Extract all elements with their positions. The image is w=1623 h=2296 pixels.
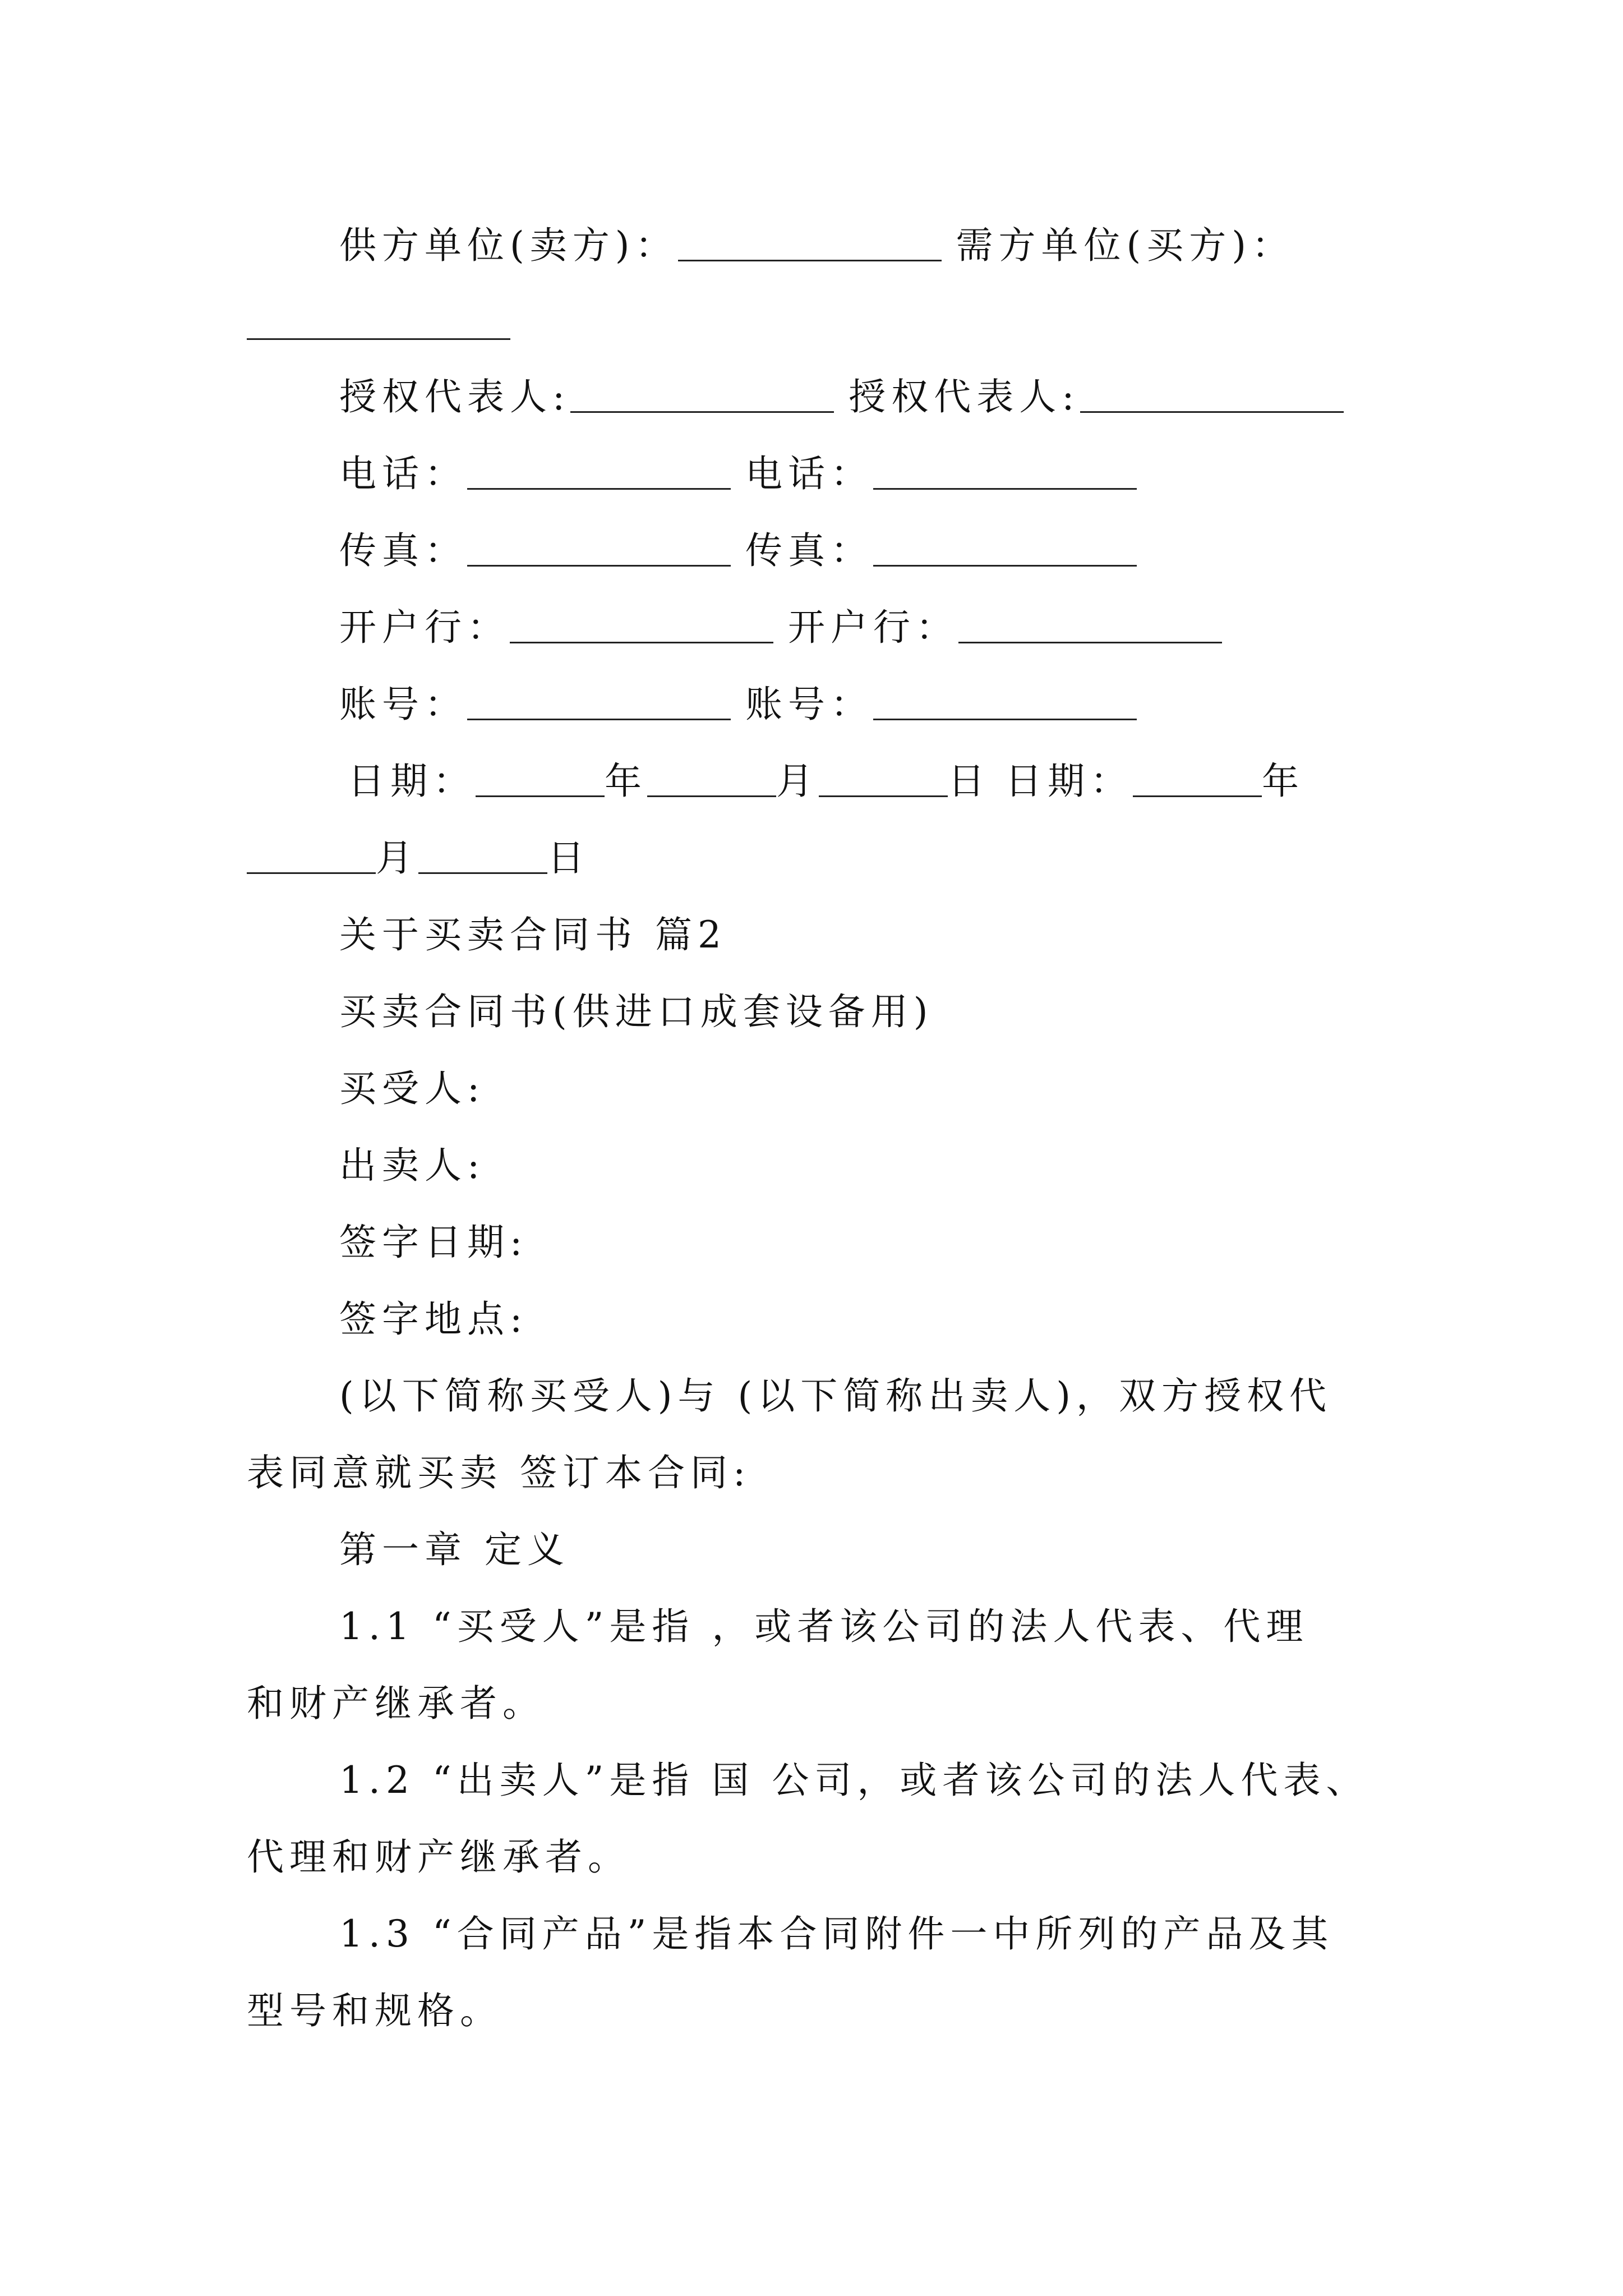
definition-1-3-line-2: 型号和规格。 (247, 1989, 502, 2032)
date-year-1: 年 (605, 760, 647, 803)
phone-label-1: 电话： (339, 452, 467, 495)
seller-line: 出卖人: (339, 1144, 486, 1187)
sign-place-line: 签字地点: (339, 1297, 528, 1341)
account-label-2: 账号： (745, 683, 873, 726)
phone-line (339, 447, 1472, 501)
supplier-blank (678, 226, 942, 261)
rep-line (339, 370, 1472, 424)
fax-blank-1 (467, 531, 731, 567)
definition-1-2-line-2: 代理和财产继承者。 (247, 1835, 630, 1879)
definition-1-1-line-2: 和财产继承者。 (247, 1682, 545, 1725)
bank-blank-1 (510, 608, 773, 643)
date-month-blank-2 (247, 839, 376, 874)
account-label-1: 账号： (339, 683, 467, 726)
date-label-2: 日期： (1005, 760, 1133, 803)
rep-label-1: 授权代表人: (339, 375, 571, 418)
supplier-buyer-line (339, 219, 1472, 273)
date-day-2: 日 (547, 836, 590, 880)
phone-label-2: 电话： (745, 452, 873, 495)
date-day-blank-1 (819, 762, 948, 797)
rep-blank-1 (570, 378, 834, 413)
buyer-blank (247, 305, 510, 340)
intro-line-1: (以下简称买受人)与 (以下简称出卖人)，双方授权代 (339, 1374, 1332, 1418)
definition-1-2-line-1: 1.2 “出卖人”是指 国 公司，或者该公司的法人代表、 (339, 1759, 1369, 1802)
account-line (339, 678, 1472, 731)
bank-label-2: 开户行： (788, 606, 958, 649)
date-continue-line (247, 831, 1380, 885)
bank-line (339, 601, 1472, 655)
intro-line-2: 表同意就买卖 签订本合同: (247, 1451, 751, 1494)
date-year-blank-2 (1133, 762, 1262, 797)
sign-date-line: 签字日期: (339, 1221, 528, 1264)
date-line (348, 754, 1481, 808)
date-month-1: 月 (776, 760, 819, 803)
date-year-2: 年 (1262, 760, 1304, 803)
date-month-2: 月 (376, 836, 418, 880)
definition-1-3-line-1: 1.3 “合同产品”是指本合同附件一中所列的产品及其 (339, 1912, 1334, 1955)
account-blank-1 (467, 685, 731, 720)
date-day-1: 日 (948, 760, 990, 803)
fax-line (339, 524, 1472, 578)
phone-blank-2 (873, 454, 1137, 490)
date-label-1: 日期： (348, 760, 476, 803)
contract-subtitle: 买卖合同书(供进口成套设备用) (339, 990, 934, 1033)
bank-label-1: 开户行： (339, 606, 510, 649)
date-month-blank-1 (647, 762, 776, 797)
supplier-label: 供方单位(卖方)： (339, 224, 678, 267)
date-day-blank-2 (418, 839, 547, 874)
buyer-label: 需方单位(买方)： (956, 224, 1294, 267)
fax-blank-2 (873, 531, 1137, 567)
section-heading: 关于买卖合同书 篇2 (339, 913, 727, 956)
account-blank-2 (873, 685, 1137, 720)
definition-1-1-line-1: 1.1 “买受人”是指 ，或者该公司的法人代表、代理 (339, 1605, 1309, 1648)
date-year-blank-1 (476, 762, 605, 797)
fax-label-1: 传真： (339, 529, 467, 572)
bank-blank-2 (958, 608, 1222, 643)
rep-blank-2 (1080, 378, 1344, 413)
buyer-blank-line (247, 297, 1380, 351)
chapter-1-title: 第一章 定义 (339, 1528, 570, 1571)
rep-label-2: 授权代表人: (849, 375, 1080, 418)
phone-blank-1 (467, 454, 731, 490)
buyer-line: 买受人: (339, 1067, 486, 1110)
fax-label-2: 传真： (745, 529, 873, 572)
